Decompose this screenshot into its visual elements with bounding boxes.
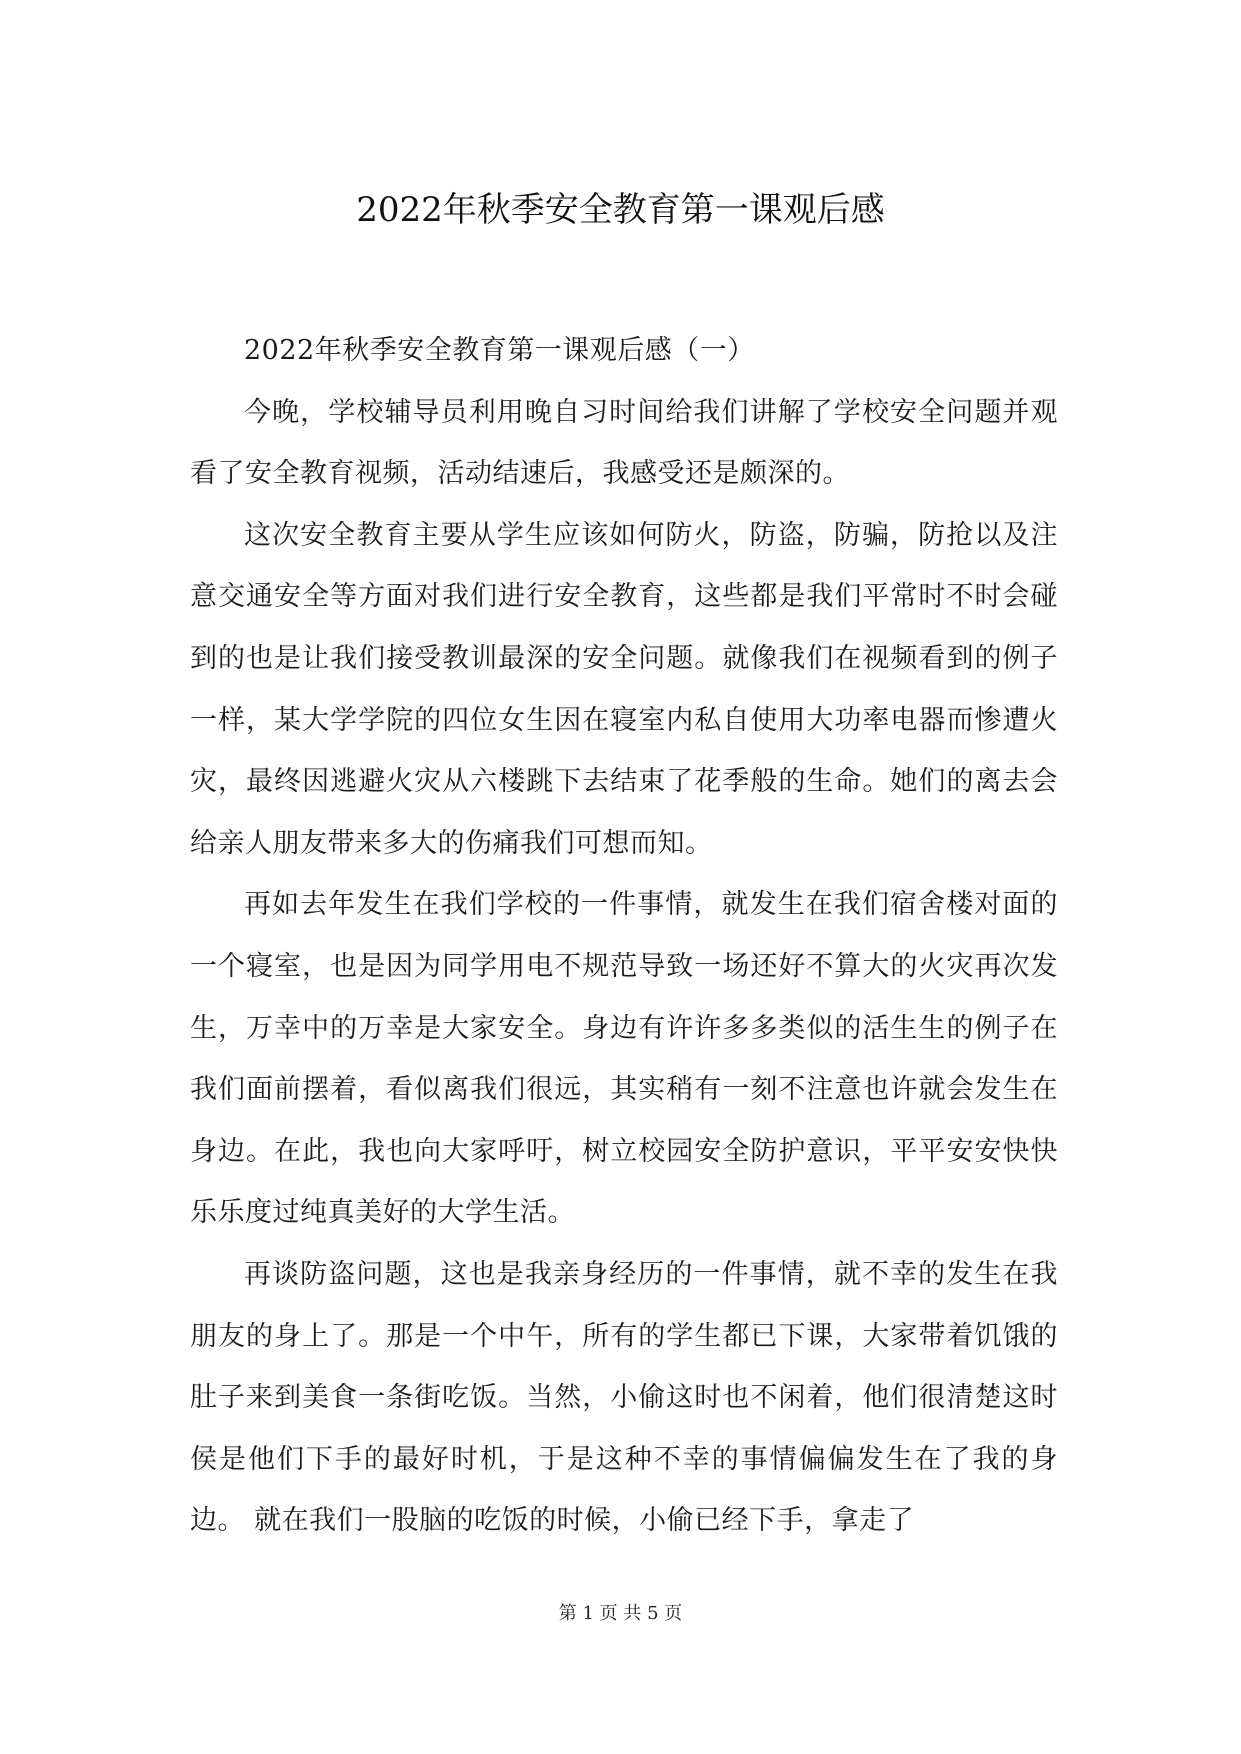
footer-total-pages: 5 [647,1603,659,1624]
document-body [190,320,1058,1552]
body-paragraph: 今晚，学校辅导员利用晚自习时间给我们讲解了学校安全问题并观看了安全教育视频，活动结速后，我感受还是颇深的。 [190,396,1058,490]
footer-suffix: 页 [664,1603,683,1624]
footer-page-number: 1 [582,1603,594,1624]
footer-middle: 页 共 [599,1603,642,1624]
subtitle-paragraph: 2022年秋季安全教育第一课观后感（一） [244,335,755,366]
body-paragraph: 再如去年发生在我们学校的一件事情，就发生在我们宿舍楼对面的一个寝室，也是因为同学用电不规范导致一场还好不算大的火灾再次发生，万幸中的万幸是大家安全。身边有许许多多类似的活生生的例子在我们面前摆着，看似离我们很远，其实稍有一刻不注意也许就会发生在身边。在此，我也向大家呼吁，树立校园安全防护意识，平平安安快快乐乐度过纯真美好的大学生活。 [190,889,1058,1229]
page-footer [0,1602,1241,1626]
body-paragraph: 再谈防盗问题，这也是我亲身经历的一件事情，就不幸的发生在我朋友的身上了。那是一个中午，所有的学生都已下课，大家带着饥饿的肚子来到美食一条街吃饭。当然，小偷这时也不闲着，他们很清楚这时侯是他们下手的最好时机，于是这种不幸的事情偏偏发生在了我的身边。 就在我们一股脑的吃饭的时候，小偷已经下手，拿走了 [190,1258,1058,1537]
body-paragraph: 这次安全教育主要从学生应该如何防火，防盗，防骗，防抢以及注意交通安全等方面对我们进行安全教育，这些都是我们平常时不时会碰到的也是让我们接受教训最深的安全问题。就像我们在视频看到的例子一样，某大学学院的四位女生因在寝室内私自使用大功率电器而惨遭火灾，最终因逃避火灾从六楼跳下去结束了花季般的生命。她们的离去会给亲人朋友带来多大的伤痛我们可想而知。 [190,519,1058,859]
footer-prefix: 第 [558,1603,577,1624]
document-title: 2022年秋季安全教育第一课观后感 [356,190,885,230]
